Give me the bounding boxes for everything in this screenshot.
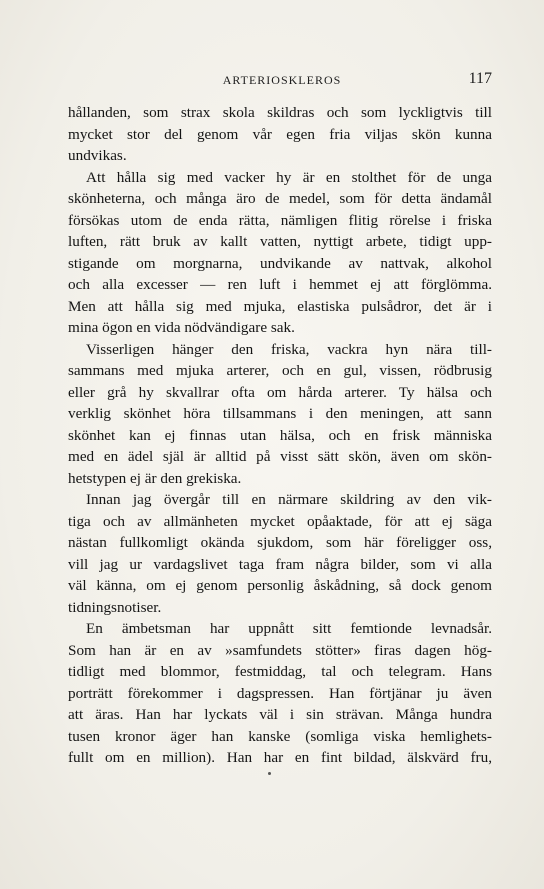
text-line: skönheterna, och många äro de medel, som för detta ändamål xyxy=(68,190,492,207)
text-line: fullt om en million). Han har en fint bildad, älskvärd fru, xyxy=(68,749,492,766)
text-line: väl känna, om ej genom personlig åskådning, så dock genom xyxy=(68,577,492,594)
ink-speck xyxy=(268,772,271,775)
text-line: skönhet kan ej finnas utan hälsa, och en frisk människa xyxy=(68,426,492,444)
text-line: Visserligen hänger den friska, vackra hyn nära till- xyxy=(86,340,492,358)
text-line: undvikas. xyxy=(68,147,127,164)
text-line: Innan jag övergår till en närmare skildring av den vik- xyxy=(86,491,492,508)
text-line: sammans med mjuka arterer, och en gul, vissen, rödbrusig xyxy=(68,362,492,379)
text-line: vill jag ur vardagslivet taga fram några bilder, som vi alla xyxy=(68,555,492,573)
text-line: nästan fullkomligt okända sjukdom, som här föreligger oss, xyxy=(68,534,492,551)
text-line: att äras. Han har lyckats väl i sin strävan. Många hundra xyxy=(68,706,492,723)
text-line: tiga och av allmänheten mycket opåaktade, för att ej säga xyxy=(68,512,492,530)
text-line: försökas utom de enda rätta, nämligen flitig rörelse i friska xyxy=(68,211,492,229)
text-line: luften, rätt bruk av kallt vatten, nyttigt arbete, tidigt upp- xyxy=(68,233,492,250)
page-number: 117 xyxy=(468,70,492,87)
text-line: hållanden, som strax skola skildras och som lyckligtvis till xyxy=(68,104,492,121)
running-title: ARTERIOSKLEROS xyxy=(222,73,342,87)
text-line: mina ögon en vida nödvändigare sak. xyxy=(68,319,295,336)
text-line: mycket stor del genom vår egen fria viljas skön kunna xyxy=(68,125,492,143)
text-line: tidningsnotiser. xyxy=(68,598,162,616)
text-line: tusen kronor äger han kanske (somliga viska hemlighets- xyxy=(68,727,492,745)
text-line: Men att hålla sig med mjuka, elastiska pulsådror, det är i xyxy=(68,297,492,315)
text-line: verklig skönhet höra tillsammans i den meningen, att sann xyxy=(68,405,492,422)
body-text xyxy=(68,102,492,769)
text-line: Som han är en av »samfundets stötter» firas dagen hög- xyxy=(68,641,492,659)
text-line: hetstypen ej är den grekiska. xyxy=(68,469,242,487)
running-head xyxy=(72,70,492,90)
text-line: eller grå hy skvallrar ofta om hårda arterer. Ty hälsa och xyxy=(68,383,492,401)
text-line: stigande om morgnarna, undvikande av nattvak, alkohol xyxy=(68,254,492,272)
text-line: tidligt med blommor, festmiddag, tal och telegram. Hans xyxy=(68,663,492,680)
text-line: porträtt förekommer i dagspressen. Han förtjänar ju även xyxy=(68,684,492,702)
text-line: och alla excesser — ren luft i hemmet ej att förglömma. xyxy=(68,276,492,293)
text-line: Att hålla sig med vacker hy är en stolthet för de unga xyxy=(86,168,492,186)
text-line: med en ädel själ är alltid på visst sätt skön, även om skön- xyxy=(68,448,492,465)
text-line: En ämbetsman har uppnått sitt femtionde levnadsår. xyxy=(86,620,492,637)
